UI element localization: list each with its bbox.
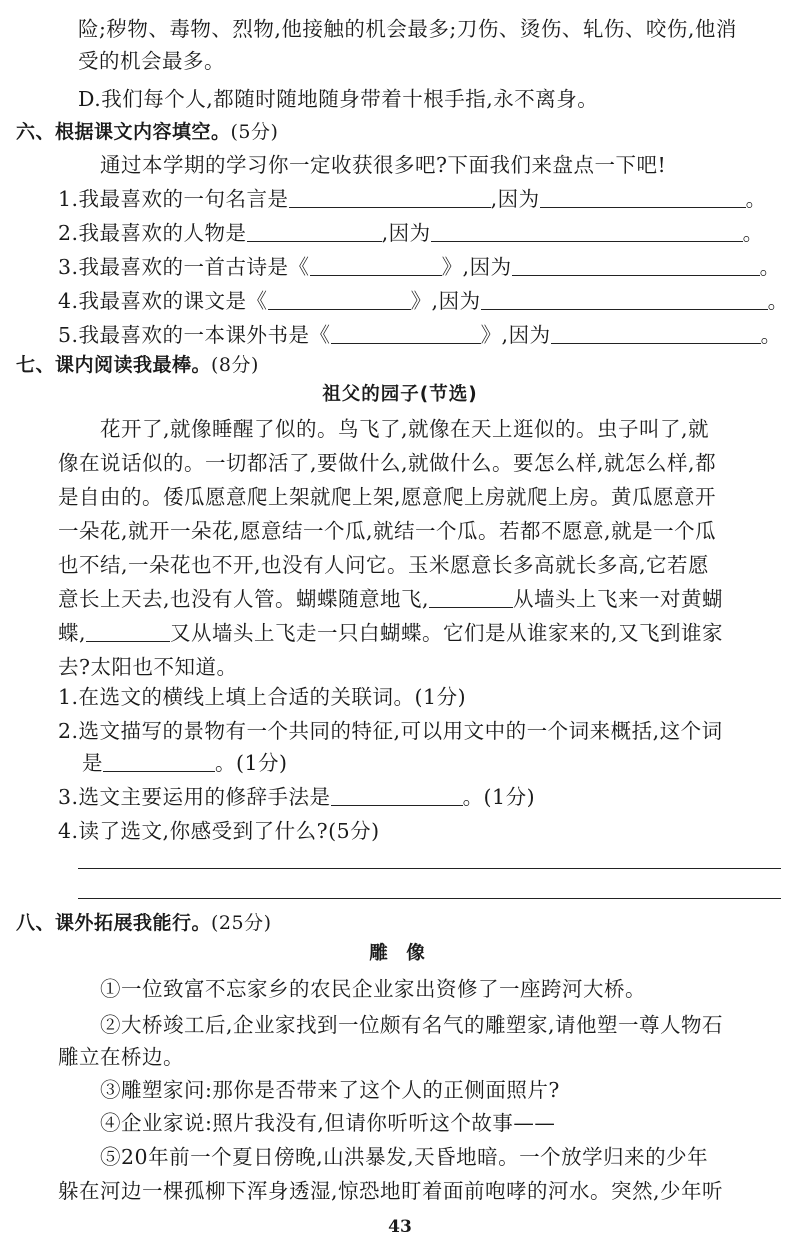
story-paragraph: ①一位致富不忘家乡的农民企业家出资修了一座跨河大桥。 xyxy=(100,977,646,1001)
story-paragraph-cont: 雕立在桥边。 xyxy=(58,1045,184,1069)
passage-line-text: 蝶, xyxy=(58,621,87,645)
fill-item-5-text: 5.我最喜欢的一本课外书是《 xyxy=(58,323,331,347)
fill-item-5-because: 》,因为 xyxy=(480,323,551,347)
fill-blank-quote[interactable] xyxy=(289,185,491,208)
fill-item-5-end: 。 xyxy=(760,323,782,347)
fill-blank-person[interactable] xyxy=(247,219,382,242)
fill-item-4-text: 4.我最喜欢的课文是《 xyxy=(58,289,268,313)
fill-item-3 xyxy=(58,252,781,282)
q2-answer-blank[interactable] xyxy=(103,749,215,772)
fill-item-1 xyxy=(58,184,767,214)
fill-item-4 xyxy=(58,286,789,316)
story-paragraph: ⑤20年前一个夏日傍晚,山洪暴发,天昏地暗。一个放学归来的少年 xyxy=(100,1145,709,1169)
conjunction-blank-2[interactable] xyxy=(86,619,170,642)
answer-line[interactable] xyxy=(78,868,781,869)
story-paragraph-cont: 躲在河边一棵孤柳下浑身透湿,惊恐地盯着面前咆哮的河水。突然,少年听 xyxy=(58,1179,724,1203)
section-8-points: (25分) xyxy=(211,912,272,934)
question-3-text: 3.选文主要运用的修辞手法是 xyxy=(58,785,331,809)
question-3 xyxy=(58,782,535,812)
intro-line-2: 受的机会最多。 xyxy=(78,49,225,73)
section-6-prompt: 通过本学期的学习你一定收获很多吧?下面我们来盘点一下吧! xyxy=(100,153,667,177)
fill-item-1-end: 。 xyxy=(745,187,767,211)
fill-item-5 xyxy=(58,320,782,350)
passage-line: 一朵花,就开一朵花,愿意结一个瓜,就结一个瓜。若都不愿意,就是一个瓜 xyxy=(58,519,717,543)
question-2-line-2 xyxy=(82,748,288,778)
intro-line-1: 险;秽物、毒物、烈物,他接触的机会最多;刀伤、烫伤、轧伤、咬伤,他消 xyxy=(78,17,737,41)
section-7-points: (8分) xyxy=(211,354,259,376)
section-8-heading xyxy=(16,908,272,938)
passage-line-with-blank xyxy=(58,584,723,614)
fill-item-2-text: 2.我最喜欢的人物是 xyxy=(58,221,247,245)
passage-line: 也不结,一朵花也不开,也没有人问它。玉米愿意长多高就长多高,它若愿 xyxy=(58,553,710,577)
fill-blank-reason[interactable] xyxy=(512,253,760,276)
fill-blank-lesson[interactable] xyxy=(268,287,411,310)
page-number: 43 xyxy=(388,1217,412,1237)
fill-blank-book[interactable] xyxy=(331,321,481,344)
fill-blank-reason[interactable] xyxy=(431,219,743,242)
fill-item-1-because: ,因为 xyxy=(490,187,540,211)
fill-item-2-end: 。 xyxy=(742,221,764,245)
passage-line-text: 从墙头上飞来一对黄蝴 xyxy=(513,587,724,611)
section-6-heading xyxy=(16,117,278,147)
question-2-text: 是 xyxy=(82,751,103,775)
story-paragraph: ③雕塑家问:那你是否带来了这个人的正侧面照片? xyxy=(100,1078,560,1102)
section-7-heading xyxy=(16,350,259,380)
fill-blank-reason[interactable] xyxy=(551,321,761,344)
passage-line-text: 又从墙头上飞走一只白蝴蝶。它们是从谁家来的,又飞到谁家 xyxy=(170,621,724,645)
section-6-title: 六、根据课文内容填空。 xyxy=(16,121,231,143)
fill-item-4-because: 》,因为 xyxy=(410,289,481,313)
passage-line: 去?太阳也不知道。 xyxy=(58,655,238,679)
fill-blank-reason[interactable] xyxy=(481,287,768,310)
fill-item-3-because: 》,因为 xyxy=(441,255,512,279)
fill-item-1-text: 1.我最喜欢的一句名言是 xyxy=(58,187,289,211)
fill-item-3-end: 。 xyxy=(759,255,781,279)
section-6-points: (5分) xyxy=(230,121,279,143)
question-3-points: 。(1分) xyxy=(462,785,536,809)
fill-blank-reason[interactable] xyxy=(540,185,746,208)
question-1: 1.在选文的横线上填上合适的关联词。(1分) xyxy=(58,685,467,709)
story-title: 雕 像 xyxy=(369,943,431,964)
fill-blank-poem[interactable] xyxy=(310,253,442,276)
passage-line: 是自由的。倭瓜愿意爬上架就爬上架,愿意爬上房就爬上房。黄瓜愿意开 xyxy=(58,485,717,509)
fill-item-4-end: 。 xyxy=(767,289,789,313)
question-2-points: 。(1分) xyxy=(215,751,288,775)
passage-line: 花开了,就像睡醒了似的。鸟飞了,就像在天上逛似的。虫子叫了,就 xyxy=(100,417,710,441)
passage-title: 祖父的园子(节选) xyxy=(322,384,478,405)
passage-line-text: 意长上天去,也没有人管。蝴蝶随意地飞, xyxy=(58,587,430,611)
fill-item-2-because: ,因为 xyxy=(381,221,431,245)
conjunction-blank-1[interactable] xyxy=(429,585,513,608)
section-7-title: 七、课内阅读我最棒。 xyxy=(16,354,212,376)
q3-answer-blank[interactable] xyxy=(331,783,463,806)
passage-line-with-blank xyxy=(58,618,723,648)
question-4: 4.读了选文,你感受到了什么?(5分) xyxy=(58,819,380,843)
fill-item-3-text: 3.我最喜欢的一首古诗是《 xyxy=(58,255,310,279)
story-paragraph: ④企业家说:照片我没有,但请你听听这个故事—— xyxy=(100,1111,556,1135)
answer-line[interactable] xyxy=(78,898,781,899)
story-paragraph: ②大桥竣工后,企业家找到一位颇有名气的雕塑家,请他塑一尊人物石 xyxy=(100,1013,724,1037)
section-8-title: 八、课外拓展我能行。 xyxy=(16,912,212,934)
passage-line: 像在说话似的。一切都活了,要做什么,就做什么。要怎么样,就怎么样,都 xyxy=(58,451,717,475)
option-d: D.我们每个人,都随时随地随身带着十根手指,永不离身。 xyxy=(78,87,599,111)
question-2-line-1: 2.选文描写的景物有一个共同的特征,可以用文中的一个词来概括,这个词 xyxy=(58,719,723,743)
fill-item-2 xyxy=(58,218,764,248)
